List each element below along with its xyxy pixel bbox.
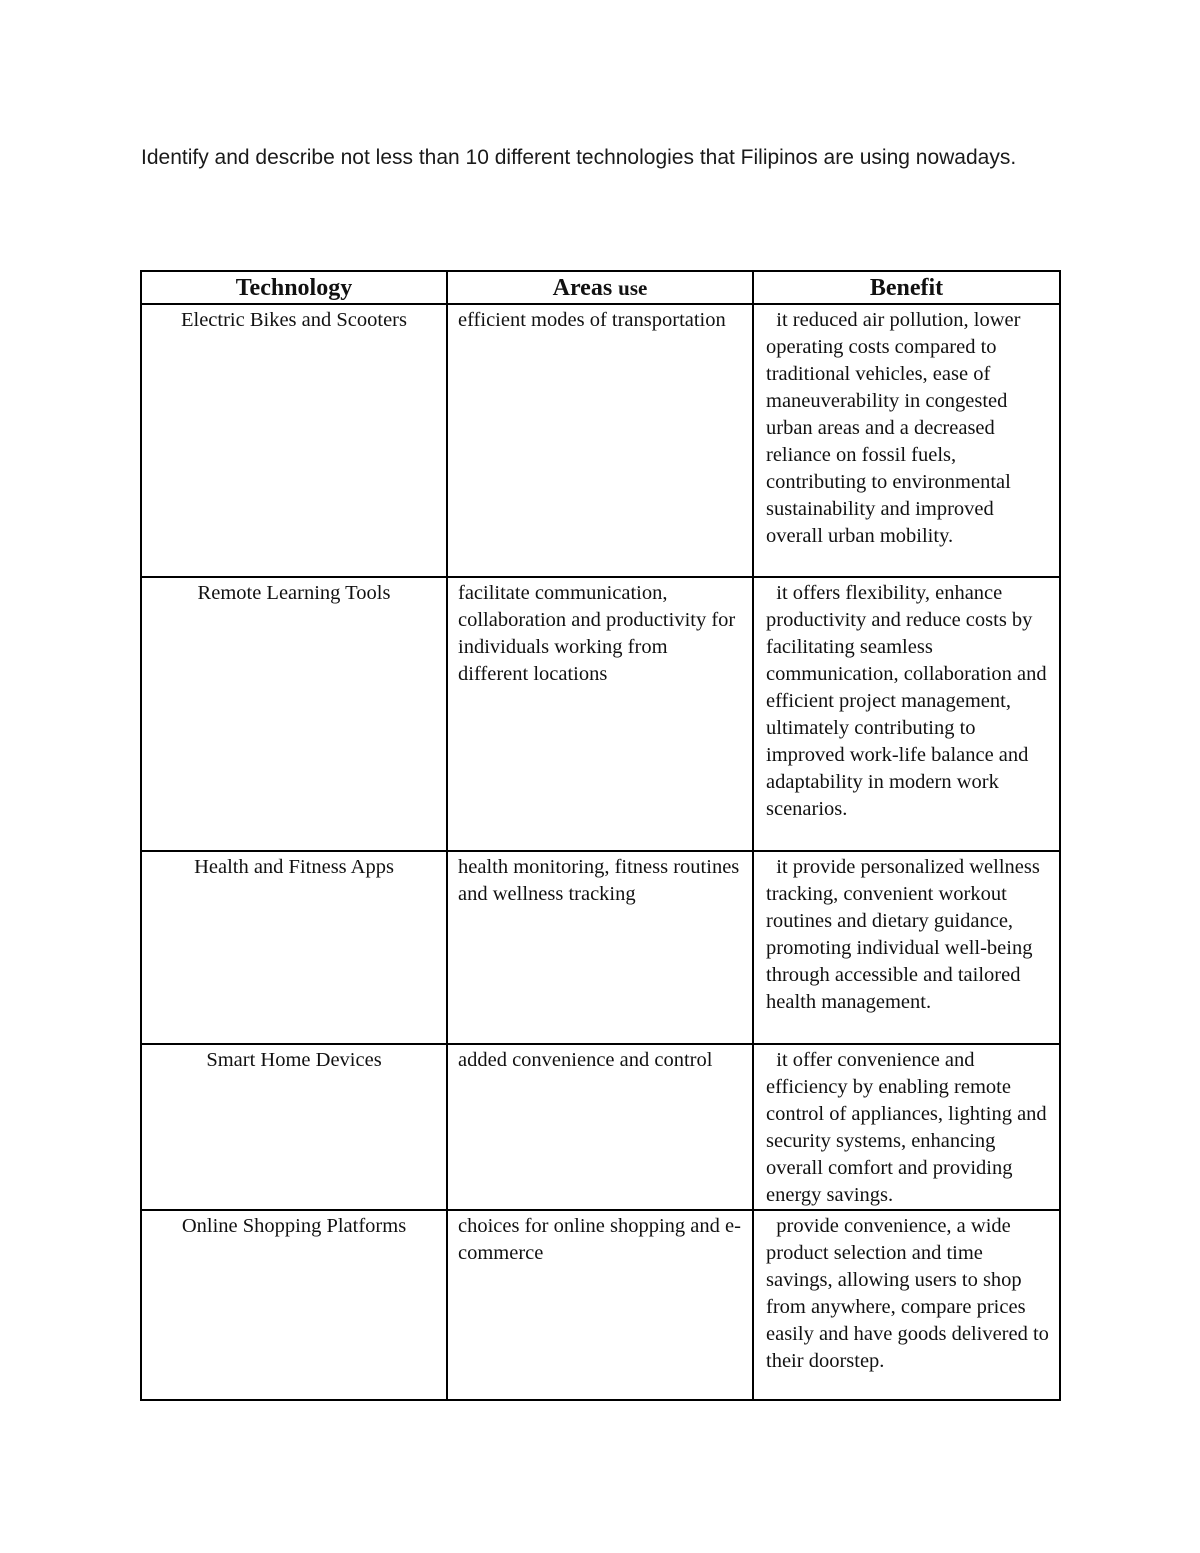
technology-cell: Online Shopping Platforms: [141, 1210, 447, 1400]
header-technology: Technology: [141, 271, 447, 304]
technology-cell: Smart Home Devices: [141, 1044, 447, 1210]
benefit-cell: it offer convenience and efficiency by enabling remote control of appliances, lighting and security systems, enhancing overall comfort and providing energy savings.: [753, 1044, 1060, 1210]
header-benefit: Benefit: [753, 271, 1060, 304]
table-header-row: [141, 271, 1060, 304]
benefit-cell: it reduced air pollution, lower operating costs compared to traditional vehicles, ease of maneuverability in congested urban areas and a decreased reliance on fossil fuels, contributing to environmental sustainability and improved overall urban mobility.: [753, 304, 1060, 577]
areas-use-cell: health monitoring, fitness routines and wellness tracking: [447, 851, 753, 1044]
table-row: [141, 851, 1060, 1044]
table-row: [141, 577, 1060, 851]
areas-use-cell: added convenience and control: [447, 1044, 753, 1210]
table-row: [141, 1210, 1060, 1400]
assignment-prompt: Identify and describe not less than 10 different technologies that Filipinos are using nowadays.: [141, 146, 1017, 169]
technology-cell: Health and Fitness Apps: [141, 851, 447, 1044]
benefit-cell: it offers flexibility, enhance productivity and reduce costs by facilitating seamless communication, collaboration and efficient project management, ultimately contributing to improved work-life balance and adaptability in modern work scenarios.: [753, 577, 1060, 851]
table-row: [141, 304, 1060, 577]
technology-cell: Remote Learning Tools: [141, 577, 447, 851]
areas-use-cell: choices for online shopping and e-commerce: [447, 1210, 753, 1400]
areas-use-cell: facilitate communication, collaboration and productivity for individuals working from different locations: [447, 577, 753, 851]
benefit-cell: it provide personalized wellness tracking, convenient workout routines and dietary guidance, promoting individual well-being through accessible and tailored health management.: [753, 851, 1060, 1044]
technology-cell: Electric Bikes and Scooters: [141, 304, 447, 577]
areas-use-cell: efficient modes of transportation: [447, 304, 753, 577]
header-areas-use: [447, 271, 753, 304]
header-use-label: use: [618, 276, 648, 300]
benefit-cell: provide convenience, a wide product selection and time savings, allowing users to shop from anywhere, compare prices easily and have goods delivered to their doorstep.: [753, 1210, 1060, 1400]
header-areas-label: Areas: [552, 275, 613, 301]
table-row: [141, 1044, 1060, 1210]
technology-table: [140, 270, 1061, 1401]
